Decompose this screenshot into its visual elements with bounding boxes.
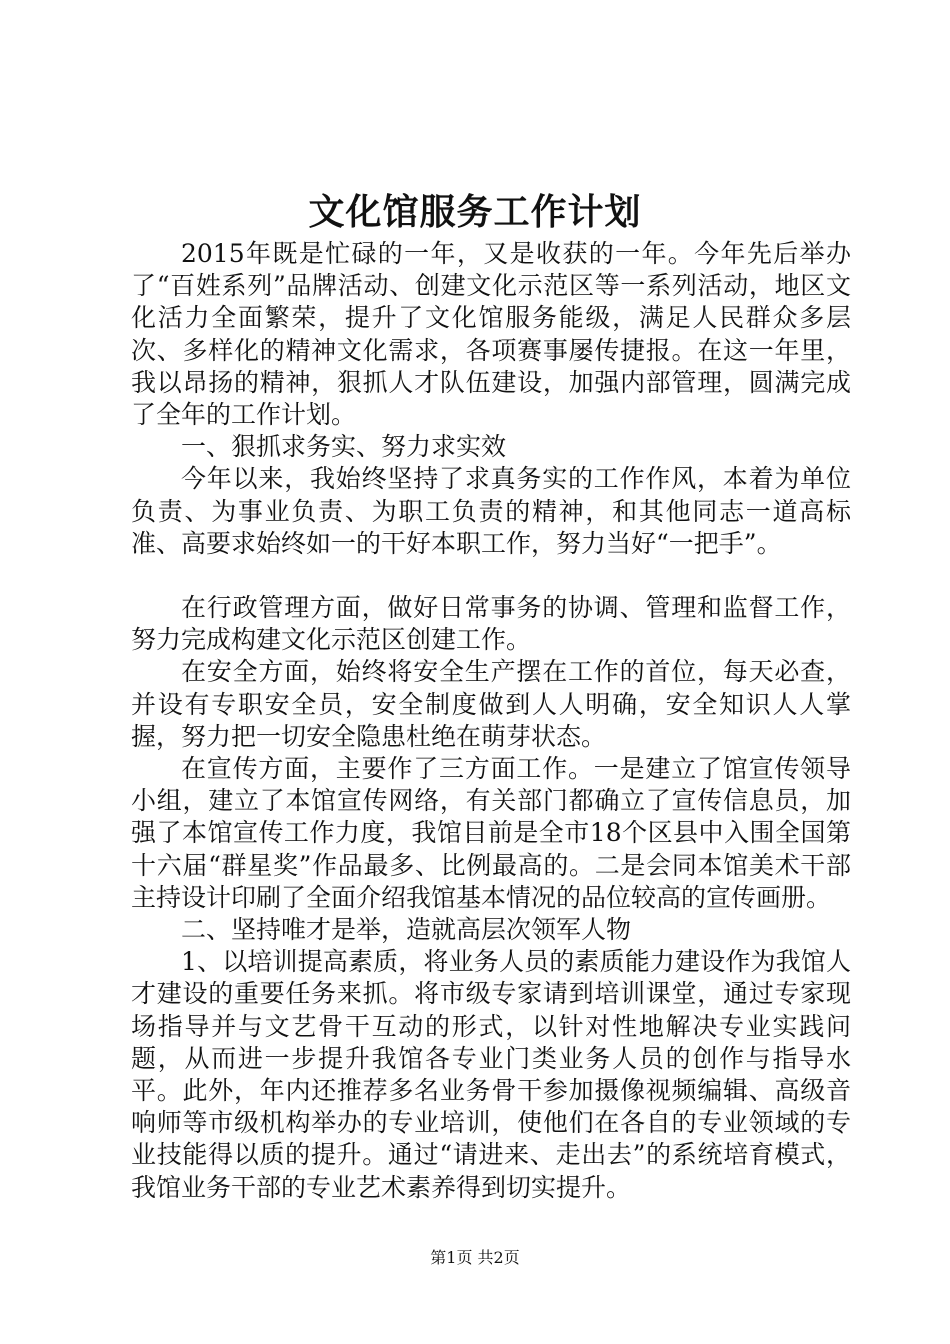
document-body	[131, 238, 851, 1204]
paragraph-training: 1、以培训提高素质，将业务人员的素质能力建设作为我馆人才建设的重要任务来抓。将市级专家请到培训课堂，通过专家现场指导并与文艺骨干互动的形式，以针对性地解决专业实践问题，从而进一步提升我馆各专业门类业务人员的创作与指导水平。此外，年内还推荐多名业务骨干参加摄像视频编辑、高级音响师等市级机构举办的专业培训，使他们在各自的专业领域的专业技能得以质的提升。通过“请进来、走出去”的系统培育模式，我馆业务干部的专业艺术素养得到切实提升。	[131, 947, 851, 1202]
paragraph-work-style: 今年以来，我始终坚持了求真务实的工作作风，本着为单位负责、为事业负责、为职工负责的精神，和其他同志一道高标准、高要求始终如一的干好本职工作，努力当好“一把手”。	[131, 464, 851, 558]
document-title: 文化馆服务工作计划	[308, 191, 642, 233]
paragraph-safety: 在安全方面，始终将安全生产摆在工作的首位，每天必查，并设有专职安全员，安全制度做到人人明确，安全知识人人掌握，努力把一切安全隐患杜绝在萌芽状态。	[131, 657, 851, 751]
page-number-footer: 第1页 共2页	[430, 1248, 520, 1267]
section-heading-2: 二、坚持唯才是举，造就高层次领军人物	[181, 915, 632, 945]
blank-line	[131, 560, 851, 592]
paragraph-intro: 2015年既是忙碌的一年，又是收获的一年。今年先后举办了“百姓系列”品牌活动、创建文化示范区等一系列活动，地区文化活力全面繁荣，提升了文化馆服务能级，满足人民群众多层次、多样化的精神文化需求，各项赛事屡传捷报。在这一年里，我以昂扬的精神，狠抓人才队伍建设，加强内部管理，圆满完成了全年的工作计划。	[131, 239, 851, 430]
paragraph-administration: 在行政管理方面，做好日常事务的协调、管理和监督工作，努力完成构建文化示范区创建工作。	[131, 593, 851, 655]
paragraph-publicity: 在宣传方面，主要作了三方面工作。一是建立了馆宣传领导小组，建立了本馆宣传网络，有关部门都确立了宣传信息员，加强了本馆宣传工作力度，我馆目前是全市18个区县中入围全国第十六届“群星奖”作品最多、比例最高的。二是会同本馆美术干部主持设计印刷了全面介绍我馆基本情况的品位较高的宣传画册。	[131, 754, 851, 912]
section-heading-1: 一、狠抓求务实、努力求实效	[181, 432, 507, 462]
